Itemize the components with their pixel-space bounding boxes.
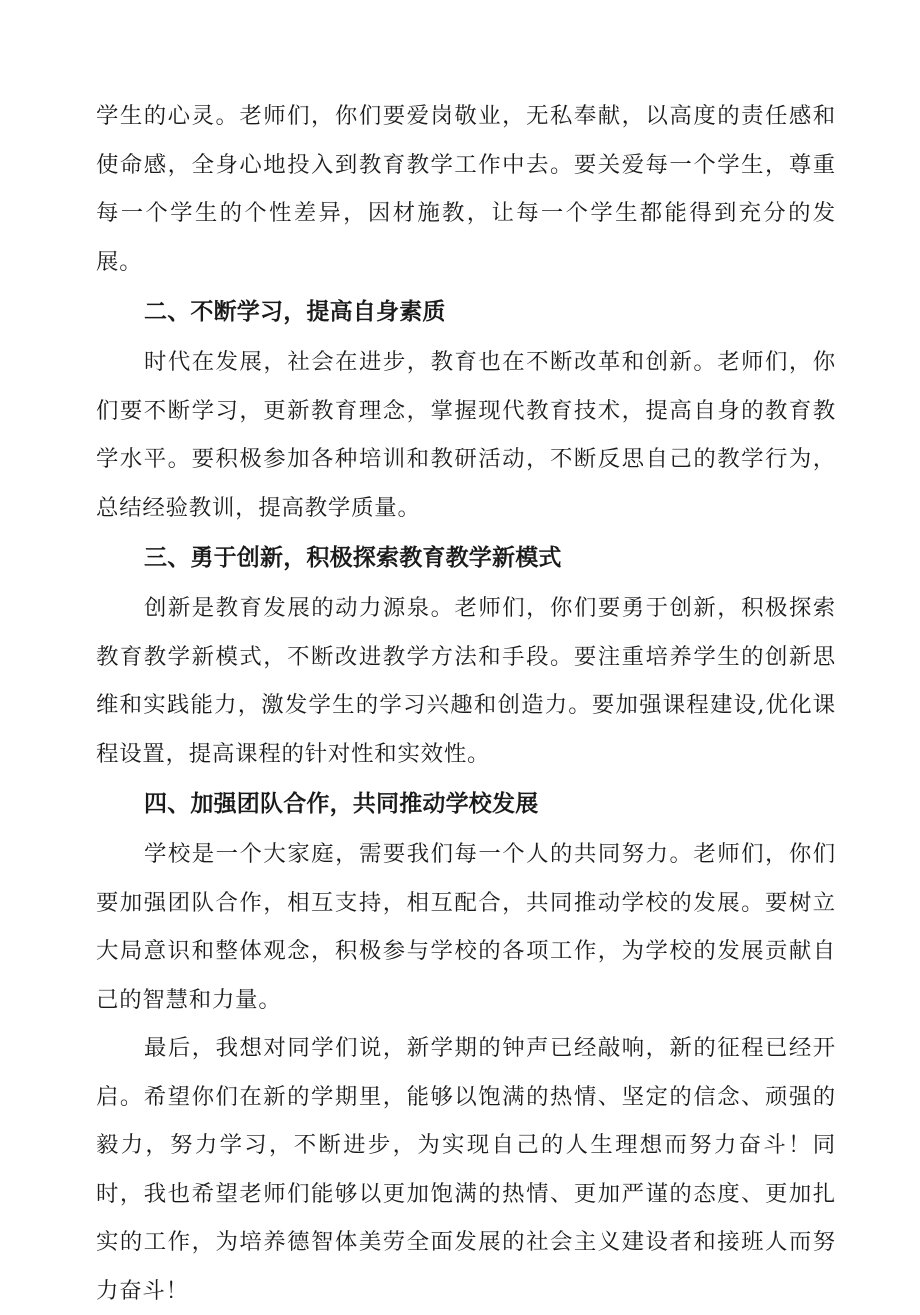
section-heading-4: 四、加强团队合作，共同推动学校发展 bbox=[144, 791, 539, 817]
paragraph-innovation: 创新是教育发展的动力源泉。老师们，你们要勇于创新，积极探索教育教学新模式，不断改进教学方法和手段。要注重培养学生的创新思维和实践能力，激发学生的学习兴趣和创造力。要加强课程建设,优化课程设置，提高课程的针对性和实效性。 bbox=[96, 595, 836, 767]
paragraph-learning: 时代在发展，社会在进步，教育也在不断改革和创新。老师们，你们要不断学习，更新教育理念，掌握现代教育技术，提高自身的教育教学水平。要积极参加各种培训和教研活动，不断反思自己的教学行为，总结经验教训，提高教学质量。 bbox=[96, 349, 836, 521]
paragraph-intro-continued: 学生的心灵。老师们，你们要爱岗敬业，无私奉献，以高度的责任感和使命感，全身心地投入到教育教学工作中去。要关爱每一个学生，尊重每一个学生的个性差异，因材施教，让每一个学生都能得到充分的发展。 bbox=[96, 103, 836, 275]
document-page bbox=[96, 92, 836, 1315]
section-heading-2: 二、不断学习，提高自身素质 bbox=[144, 299, 446, 325]
section-heading-3: 三、勇于创新，积极探索教育教学新模式 bbox=[144, 545, 562, 571]
paragraph-closing: 最后，我想对同学们说，新学期的钟声已经敲响，新的征程已经开启。希望你们在新的学期里，能够以饱满的热情、坚定的信念、顽强的毅力，努力学习，不断进步，为实现自己的人生理想而努力奋斗！同时，我也希望老师们能够以更加饱满的热情、更加严谨的态度、更加扎实的工作，为培养德智体美劳全面发展的社会主义建设者和接班人而努力奋斗！ bbox=[96, 1035, 836, 1304]
paragraph-teamwork: 学校是一个大家庭，需要我们每一个人的共同努力。老师们，你们要加强团队合作，相互支持，相互配合，共同推动学校的发展。要树立大局意识和整体观念，积极参与学校的各项工作，为学校的发展贡献自己的智慧和力量。 bbox=[96, 841, 836, 1013]
